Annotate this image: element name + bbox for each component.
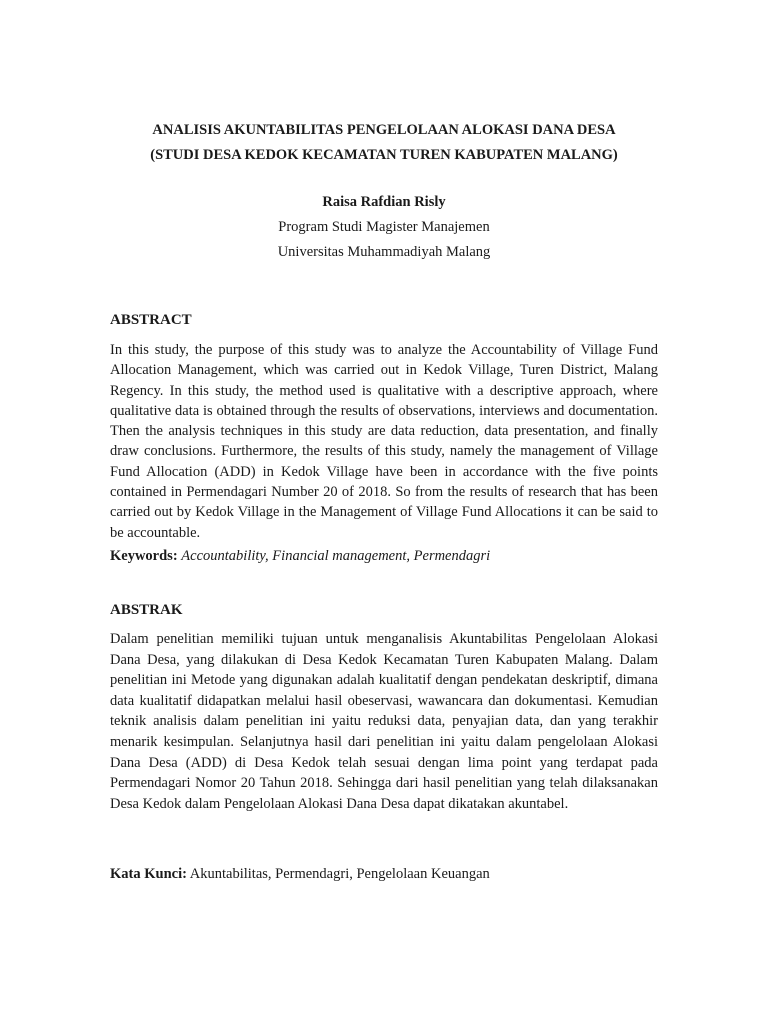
title-line-1: ANALISIS AKUNTABILITAS PENGELOLAAN ALOKASI DANA DESA — [152, 122, 616, 138]
kata-kunci-label: Kata Kunci: — [110, 866, 187, 882]
author-program: Program Studi Magister Manajemen — [278, 219, 490, 235]
title-line-2: (STUDI DESA KEDOK KECAMATAN TUREN KABUPATEN MALANG) — [150, 147, 618, 163]
paper-title — [100, 118, 668, 168]
kata-kunci-line — [110, 866, 490, 883]
kata-kunci-values: Akuntabilitas, Permendagri, Pengelolaan Keuangan — [189, 866, 490, 882]
author-name: Raisa Rafdian Risly — [322, 194, 446, 210]
keywords-values: Accountability, Financial management, Permendagri — [181, 548, 491, 564]
author-block — [100, 190, 668, 265]
keywords-line — [110, 548, 490, 565]
abstrak-body: Dalam penelitian memiliki tujuan untuk menganalisis Akuntabilitas Pengelolaan Alokasi Dana Desa, yang dilakukan di Desa Kedok Kecamatan Turen Kabupaten Malang. Dalam penelitian ini Metode yang digunakan adalah kualitatif dengan pendekatan deskriptif, dimana data kualitatif didapatkan melalui hasil obeservasi, wawancara dan dokumentasi. Kemudian teknik analisis dalam penelitian ini yaitu reduksi data, penyajian data, dan yang terakhir menarik kesimpulan. Selanjutnya hasil dari penelitian ini yaitu dalam pengelolaan Alokasi Dana Desa (ADD) di Desa Kedok telah sesuai dengan lima point yang terdapat pada Permendagari Nomor 20 Tahun 2018. Sehingga dari hasil penelitian yang telah dilaksanakan Desa Kedok dalam Pengelolaan Alokasi Dana Desa dapat dikatakan akuntabel. — [110, 631, 658, 812]
author-university: Universitas Muhammadiyah Malang — [277, 244, 491, 260]
abstract-heading: ABSTRACT — [110, 312, 192, 328]
abstract-body: In this study, the purpose of this study was to analyze the Accountability of Village Fund Allocation Management, which was carried out in Kedok Village, Turen District, Malang Regency. In this study, the method used is qualitative with a descriptive approach, where qualitative data is obtained through the results of observations, interviews and documentation. Then the analysis techniques in this study are data reduction, data presentation, and finally draw conclusions. Furthermore, the results of this study, namely the management of Village Fund Allocation (ADD) in Kedok Village have been in accordance with the five points contained in Permendagari Number 20 of 2018. So from the results of research that has been carried out by Kedok Village in the Management of Village Fund Allocations it can be said to be accountable. — [110, 342, 658, 541]
abstrak-heading: ABSTRAK — [110, 602, 183, 618]
keywords-label: Keywords: — [110, 548, 178, 564]
